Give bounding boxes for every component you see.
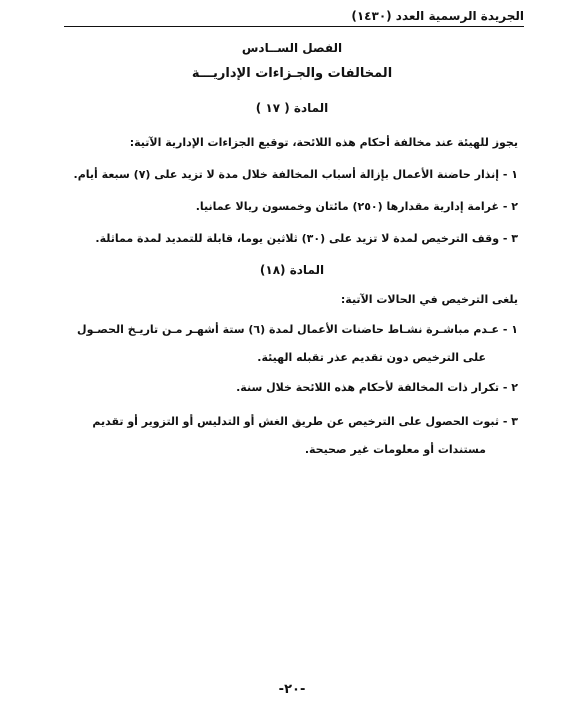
article-18-item-3-line-2: مستندات أو معلومات غير صحيحة.: [304, 443, 486, 456]
header-rule: [64, 26, 524, 27]
article-18-item-3-line-1: ٣ - ثبوت الحصول على الترخيص عن طريق الغش أو التدليس أو التزوير أو تقديم: [92, 415, 518, 428]
chapter-heading: الفصل الســادس: [241, 41, 343, 55]
article-17-item-2: ٢ - غرامة إدارية مقدارها (٢٥٠) مائتان وخمسون ريالا عمانيا.: [195, 200, 518, 213]
page-number: -٢٠-: [278, 682, 306, 697]
article-18-item-1-line-1: ١ - عـدم مباشـرة نشـاط حاضنات الأعمال لمدة (٦) ستة أشهـر مـن تاريـخ الحصـول: [77, 323, 518, 336]
article-17-item-3: ٣ - وقف الترخيص لمدة لا تزيد على (٣٠) ثلاثين يوما، قابلة للتمديد لمدة مماثلة.: [95, 232, 518, 245]
article-17-item-1: ١ - إنذار حاضنة الأعمال بإزالة أسباب المخالفة خلال مدة لا تزيد على (٧) سبعة أيام.: [73, 168, 518, 181]
article-18-title: المادة (١٨): [259, 263, 325, 277]
gazette-header: الجريدة الرسمية العدد (١٤٣٠): [351, 9, 524, 23]
chapter-title: المخالفات والجـزاءات الإداريـــة: [191, 66, 393, 81]
article-18-intro: يلغى الترخيص في الحالات الآتية:: [340, 293, 518, 306]
article-17-intro: يجوز للهيئة عند مخالفة أحكام هذه اللائحة، توقيع الجزاءات الإدارية الآتية:: [129, 136, 518, 149]
article-18-item-1-line-2: على الترخيص دون تقديم عذر تقبله الهيئة.: [257, 351, 486, 364]
article-17-title: المادة ( ١٧ ): [255, 101, 329, 115]
article-18-item-2: ٢ - تكرار ذات المخالفة لأحكام هذه اللائحة خلال سنة.: [236, 381, 518, 394]
